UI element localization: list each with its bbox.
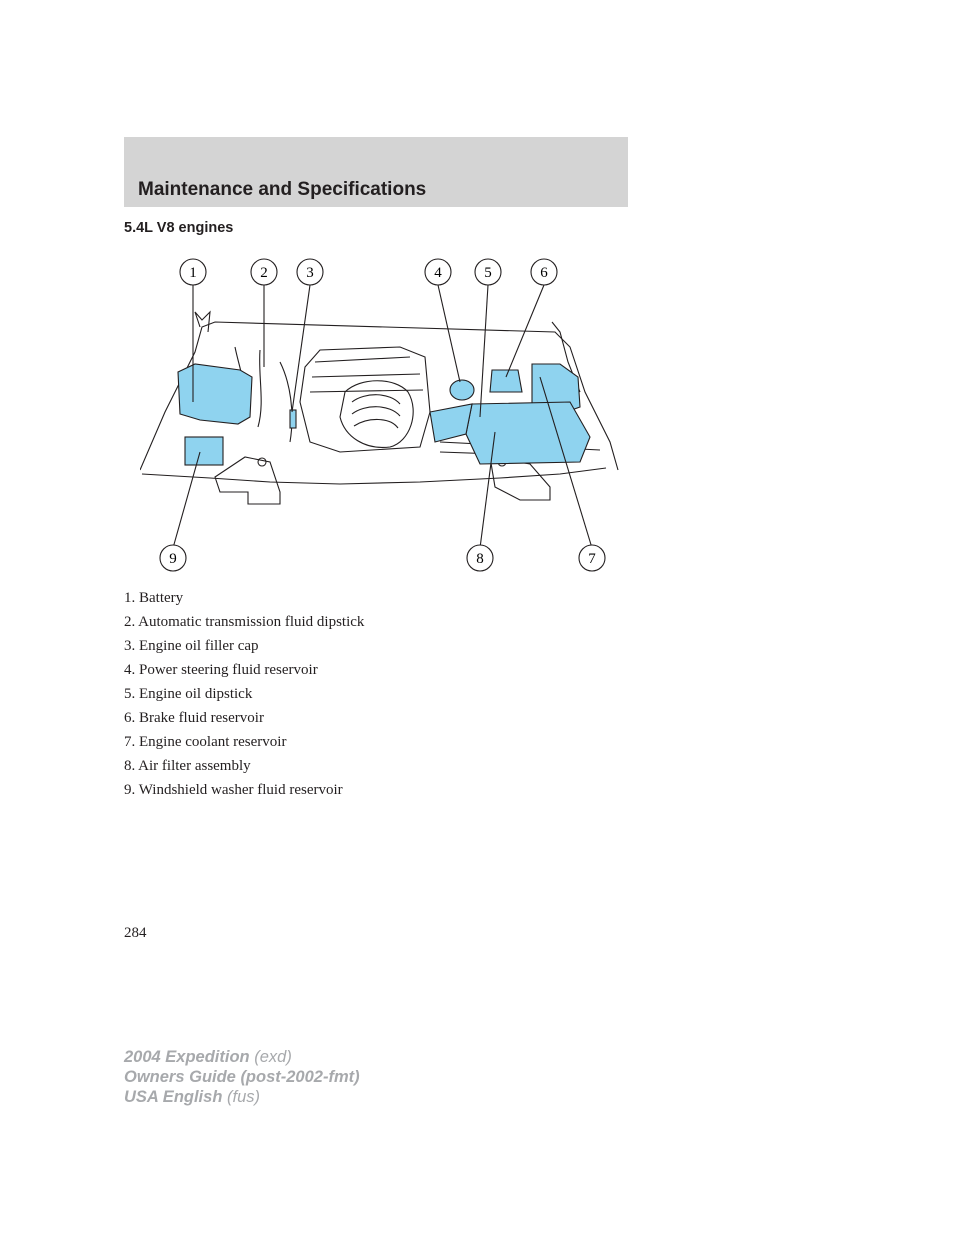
engine-compartment-diagram: [140, 252, 620, 582]
svg-text:9: 9: [169, 551, 177, 567]
page-number: 284: [124, 925, 147, 941]
footer-language: USA English: [124, 1088, 223, 1106]
legend-item: 8. Air filter assembly: [124, 758, 251, 774]
section-title: 5.4L V8 engines: [124, 220, 234, 236]
svg-text:4: 4: [434, 265, 442, 281]
footer-model-code: (exd): [254, 1048, 292, 1066]
footer-line-guide: [124, 1067, 360, 1087]
legend-item: 1. Battery: [124, 590, 184, 606]
legend-item: 5. Engine oil dipstick: [124, 686, 253, 702]
engine-diagram-svg: [140, 252, 620, 582]
legend-item: 3. Engine oil filler cap: [124, 638, 259, 654]
component-legend: [124, 588, 364, 804]
chapter-title: Maintenance and Specifications: [138, 179, 427, 200]
callout-5: [475, 259, 501, 285]
callout-9: [160, 545, 186, 571]
callout-2: [251, 259, 277, 285]
footer-language-code: (fus): [227, 1088, 260, 1106]
callout-8: [467, 545, 493, 571]
svg-text:2: 2: [260, 265, 268, 281]
svg-text:1: 1: [189, 265, 197, 281]
svg-text:7: 7: [588, 551, 596, 567]
callout-4: [425, 259, 451, 285]
callout-6: [531, 259, 557, 285]
footer-guide: Owners Guide (post-2002-fmt): [124, 1068, 360, 1086]
svg-text:3: 3: [306, 265, 314, 281]
document-footer: [124, 1047, 360, 1107]
callout-1: [180, 259, 206, 285]
callout-7: [579, 545, 605, 571]
legend-item: 7. Engine coolant reservoir: [124, 734, 287, 750]
section-header-band: [124, 137, 628, 207]
legend-item: 9. Windshield washer fluid reservoir: [124, 782, 343, 798]
footer-line-language: [124, 1087, 360, 1107]
svg-text:6: 6: [540, 265, 548, 281]
legend-item: 6. Brake fluid reservoir: [124, 710, 264, 726]
footer-model: 2004 Expedition: [124, 1048, 250, 1066]
legend-item: 4. Power steering fluid reservoir: [124, 662, 318, 678]
svg-text:5: 5: [484, 265, 492, 281]
legend-item: 2. Automatic transmission fluid dipstick: [124, 614, 365, 630]
footer-line-model: [124, 1047, 360, 1067]
callout-3: [297, 259, 323, 285]
svg-text:8: 8: [476, 551, 484, 567]
